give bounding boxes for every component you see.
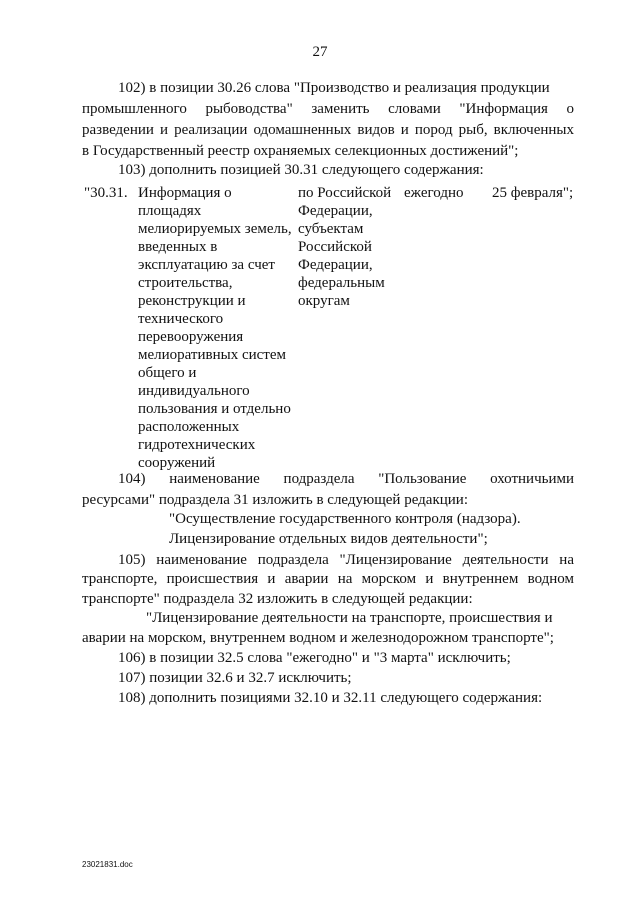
page-number: 27 — [312, 44, 328, 60]
cell-line: Федерации, — [298, 257, 373, 273]
cell-line: общего и — [138, 365, 197, 381]
cell-line: строительства, — [138, 275, 233, 291]
cell-line: эксплуатацию за счет — [138, 257, 275, 273]
table-cell-frequency: ежегодно — [404, 185, 464, 201]
paragraph-line: 104) наименование подраздела "Пользование охотничьими — [118, 471, 574, 487]
paragraph-line: 103) дополнить позицией 30.31 следующего содержания: — [118, 162, 484, 178]
paragraph-line: 108) дополнить позициями 32.10 и 32.11 следующего содержания: — [118, 690, 543, 706]
cell-line: введенных в — [138, 239, 218, 255]
cell-line: сооружений — [138, 455, 216, 471]
cell-line: Российской — [298, 239, 372, 255]
cell-line: перевооружения — [138, 329, 244, 345]
paragraph-line: "Осуществление государственного контроля (надзора). — [169, 511, 521, 527]
cell-line: расположенных — [138, 419, 240, 435]
table-cell-deadline: 25 февраля"; — [492, 185, 574, 201]
paragraph-line: 107) позиции 32.6 и 32.7 исключить; — [118, 670, 352, 686]
cell-line: федеральным — [298, 275, 385, 291]
cell-line: мелиоративных систем — [138, 347, 287, 363]
cell-line: реконструкции и — [138, 293, 246, 309]
cell-line: по Российской — [298, 185, 392, 201]
table-cell-name — [138, 184, 292, 472]
paragraph-line: Лицензирование отдельных видов деятельности"; — [169, 531, 488, 547]
table-cell-code: "30.31. — [84, 185, 128, 201]
paragraph-line: "Лицензирование деятельности на транспорте, происшествия и — [146, 610, 553, 626]
cell-line: пользования и отдельно — [138, 401, 291, 417]
paragraph-line: ресурсами" подраздела 31 изложить в следующей редакции: — [82, 492, 469, 508]
cell-line: технического — [138, 311, 224, 327]
paragraph-line: 106) в позиции 32.5 слова "ежегодно" и "3 марта" исключить; — [118, 650, 511, 666]
paragraph-line: 105) наименование подраздела "Лицензирование деятельности на — [118, 552, 574, 568]
paragraph-line: 102) в позиции 30.26 слова "Производство и реализация продукции — [118, 80, 550, 96]
cell-line: индивидуального — [138, 383, 250, 399]
paragraph-line: в Государственный реестр охраняемых селекционных достижений"; — [82, 143, 519, 159]
paragraph-line: транспорте" подраздела 32 изложить в следующей редакции: — [82, 591, 473, 607]
cell-line: площадях — [138, 203, 202, 219]
cell-line: Федерации, — [298, 203, 373, 219]
paragraph-line: разведении и реализации одомашненных видов и пород рыб, включенных — [82, 122, 574, 138]
paragraph-line: транспорте, происшествия и аварии на морском и внутреннем водном — [82, 571, 574, 587]
cell-line: округам — [298, 293, 350, 309]
paragraph-line: промышленного рыбоводства" заменить словами "Информация о — [82, 101, 574, 117]
cell-line: Информация о — [138, 185, 232, 201]
cell-line: гидротехнических — [138, 437, 256, 453]
cell-line: мелиорируемых земель, — [138, 221, 292, 237]
table-cell-level — [298, 184, 391, 310]
cell-line: субъектам — [298, 221, 364, 237]
file-name-footer: 23021831.doc — [82, 860, 133, 869]
paragraph-line: аварии на морском, внутреннем водном и железнодорожном транспорте"; — [82, 630, 554, 646]
